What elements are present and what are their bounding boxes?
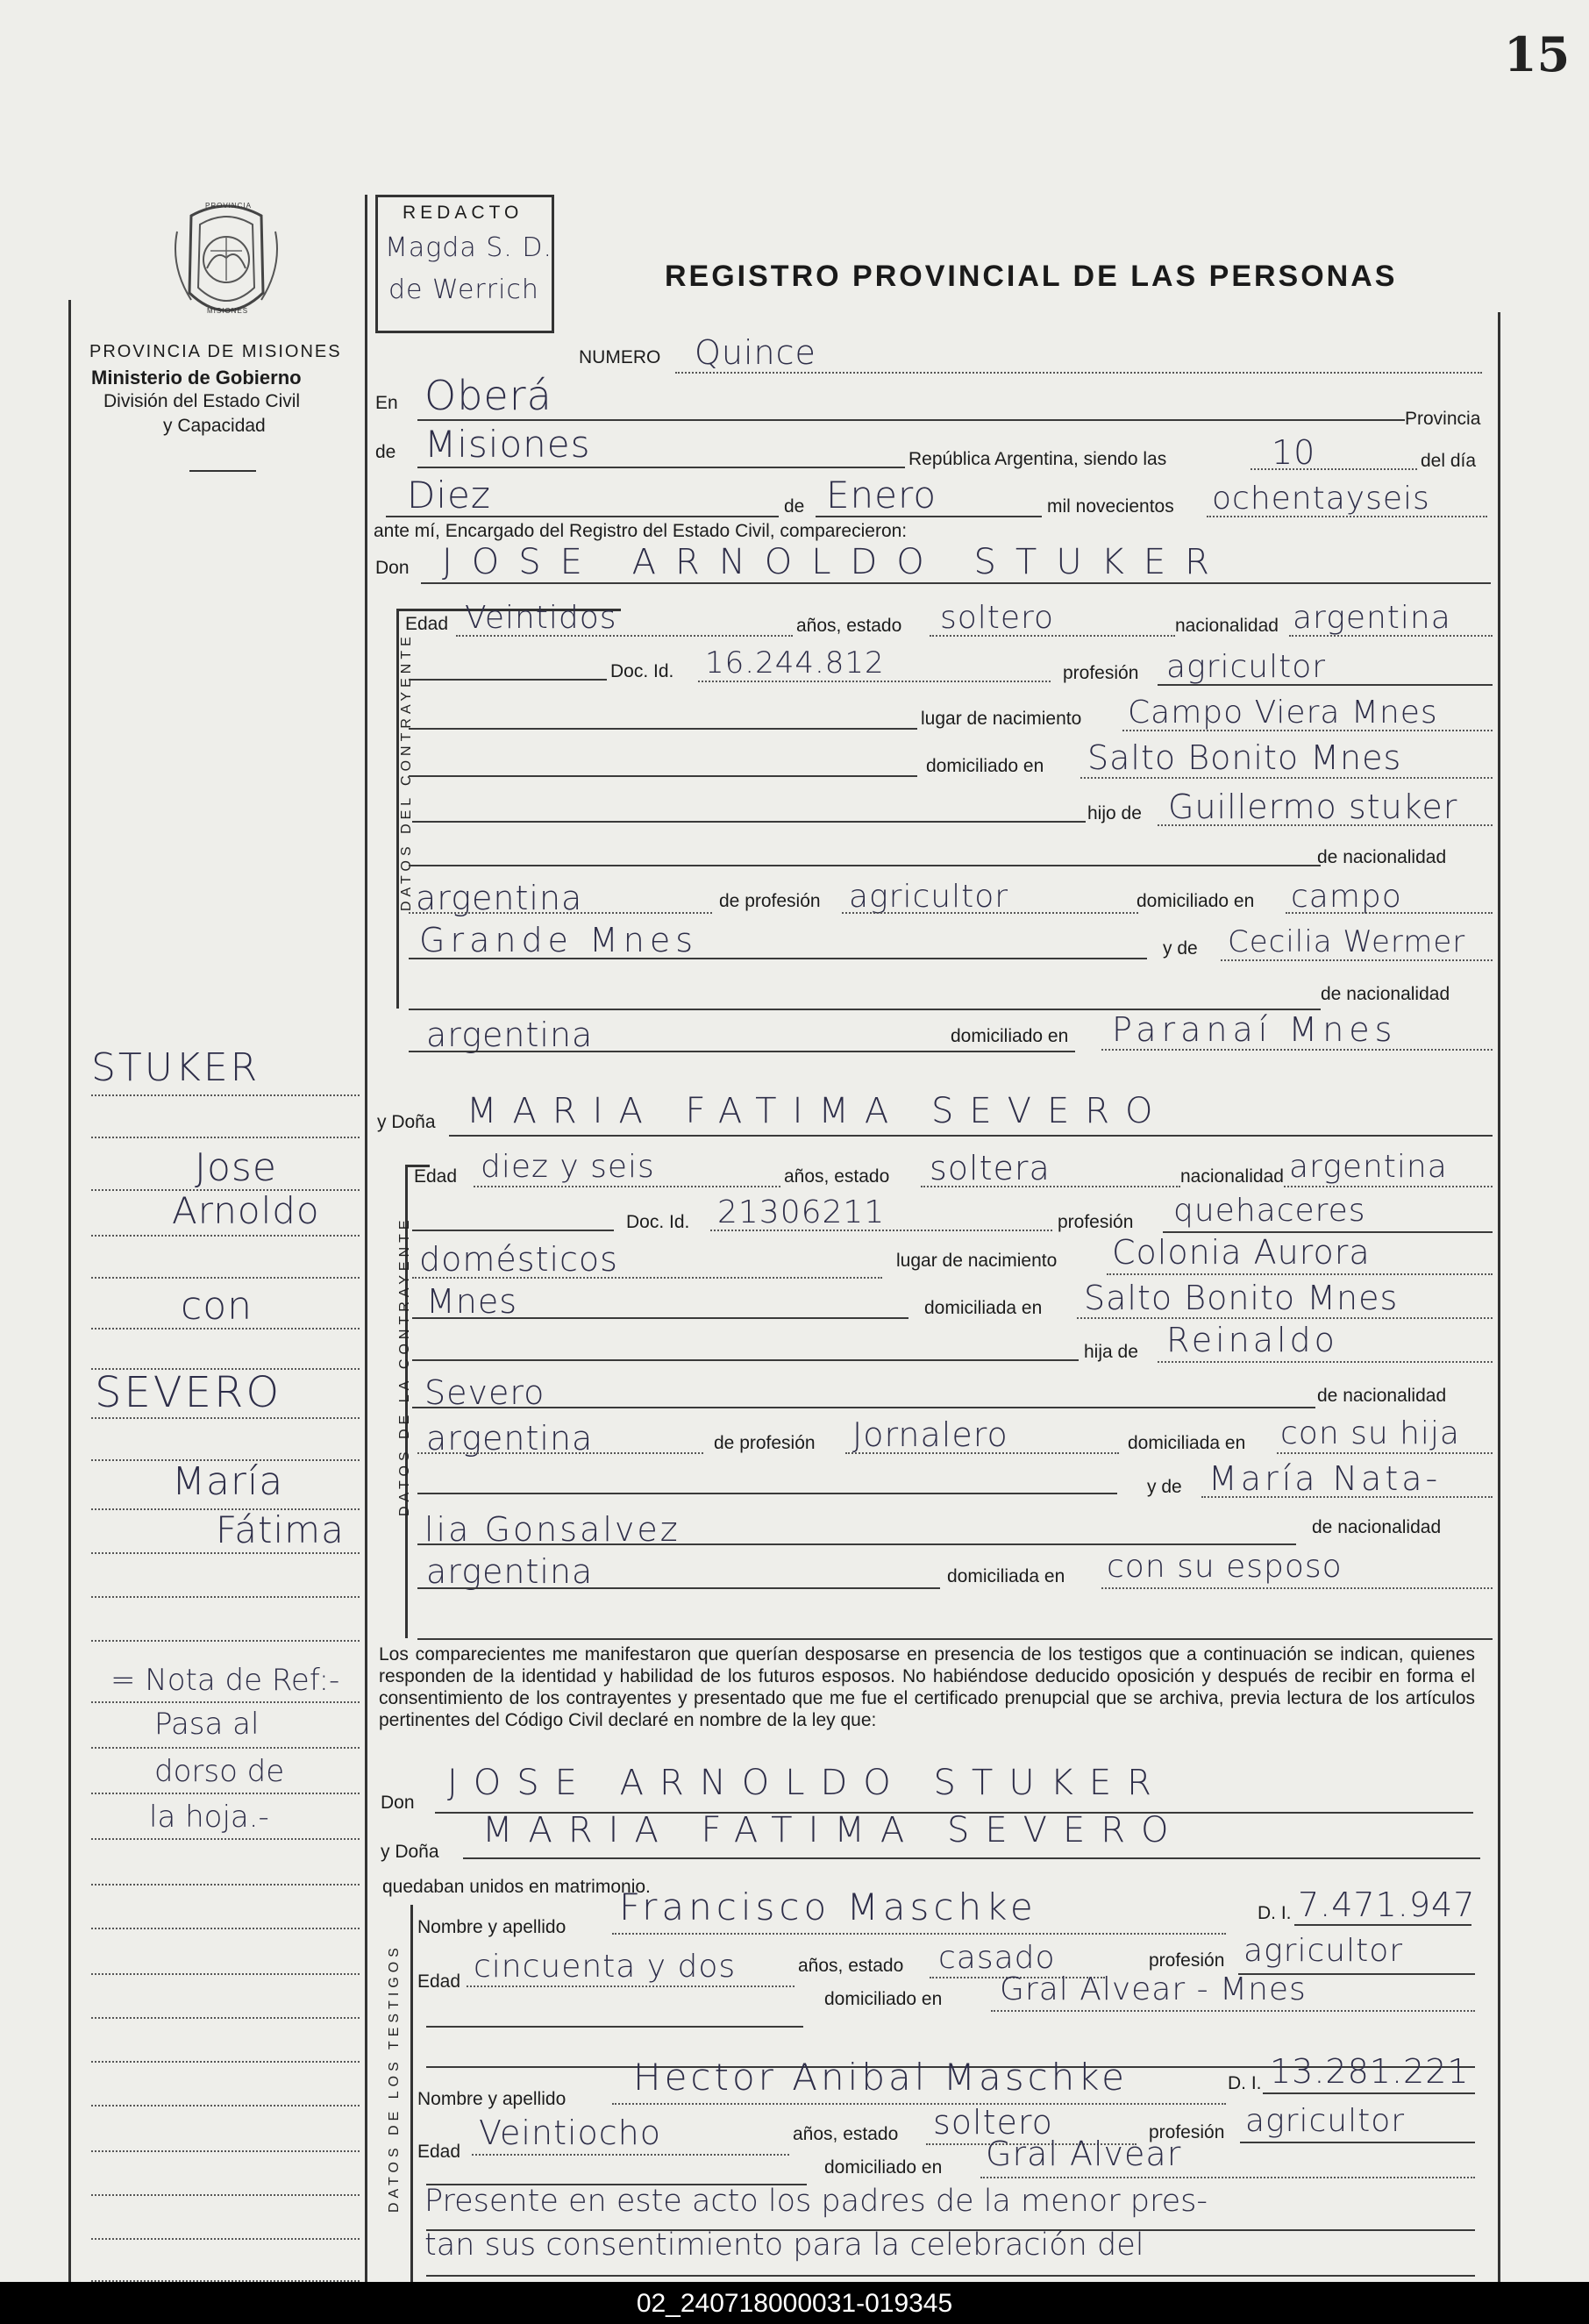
margin-note3: dorso de bbox=[154, 1754, 285, 1789]
w2-name-line bbox=[612, 2103, 1226, 2105]
dona-label: y Doña bbox=[377, 1112, 436, 1132]
bride-birthplace2: Mnes bbox=[426, 1282, 518, 1321]
decl-don-label: Don bbox=[381, 1793, 415, 1813]
bride-name-line bbox=[449, 1135, 1493, 1137]
w1-dom-label: domiciliado en bbox=[824, 1989, 943, 2009]
margin-line-8 bbox=[91, 1417, 360, 1419]
de-label: de bbox=[375, 442, 396, 462]
bride-nac-label3: de nacionalidad bbox=[1312, 1517, 1442, 1537]
margin-given2b: Fátima bbox=[216, 1508, 345, 1551]
margin-line-21 bbox=[91, 2017, 360, 2019]
groom-doc: 16.244.812 bbox=[705, 645, 885, 681]
bride-hija-label: hija de bbox=[1084, 1342, 1138, 1362]
bride-father-nat: argentina bbox=[426, 1419, 594, 1458]
groom-father: Guillermo stuker bbox=[1168, 788, 1458, 826]
margin-line-11 bbox=[91, 1552, 360, 1554]
declaration-paragraph: Los comparecientes me manifestaron que querían desposarse en presencia de los testigos que a continuación se indican, quienes responden de la identidad y habilidad de los futuros esposos. No habiéndose deducido oposición y después de recibir en forma el consentimiento de los contrayentes y presentado que me fue el certificado prenupcial que se archiva, previa lectura de los artículos pertinentes del Código Civil declaré en nombre de la ley que: bbox=[379, 1644, 1475, 1730]
margin-given1a: Jose bbox=[195, 1145, 277, 1190]
w2-di-line bbox=[1263, 2092, 1475, 2094]
bride-doc-pre-line bbox=[412, 1230, 614, 1231]
margin-line-4 bbox=[91, 1235, 360, 1237]
w1-prof-label: profesión bbox=[1149, 1950, 1225, 1971]
witness-note1: Presente en este acto los padres de la menor pres- bbox=[424, 2184, 1208, 2219]
bride-status-line bbox=[921, 1186, 1180, 1187]
bride-nationality: argentina bbox=[1289, 1149, 1448, 1185]
groom-mother-nat-line bbox=[409, 1051, 1075, 1052]
groom-nac-label: nacionalidad bbox=[1175, 616, 1279, 636]
bride-father-dom-line bbox=[1277, 1452, 1493, 1454]
bride-profession2: domésticos bbox=[419, 1240, 618, 1279]
groom-nat-line bbox=[1289, 635, 1493, 637]
groom-birthplace: Campo Viera Mnes bbox=[1128, 695, 1438, 731]
don-label: Don bbox=[375, 558, 410, 578]
margin-line-26 bbox=[91, 2238, 360, 2240]
decl-bride-line bbox=[463, 1857, 1480, 1859]
bride-nac-label: nacionalidad bbox=[1180, 1166, 1284, 1187]
witness-box-left bbox=[410, 1905, 413, 2282]
bride-mother-dom-line bbox=[1101, 1587, 1493, 1589]
groom-birth-pre-line bbox=[409, 728, 917, 730]
margin-line-15 bbox=[91, 1747, 360, 1749]
groom-age: Veintidos bbox=[465, 600, 617, 636]
bride-father-nat-pre-line bbox=[412, 1407, 1315, 1408]
w2-di-label: D. I. bbox=[1228, 2073, 1262, 2093]
margin-surname2: SEVERO bbox=[95, 1368, 282, 1417]
del-dia-label: del día bbox=[1421, 451, 1477, 471]
day-value: Diez bbox=[407, 474, 491, 517]
groom-dom-label3: domiciliado en bbox=[951, 1026, 1069, 1046]
margin-line-18 bbox=[91, 1884, 360, 1886]
bride-mother-nat: argentina bbox=[426, 1552, 594, 1591]
groom-dom-line bbox=[1080, 777, 1493, 779]
mil-label: mil novecientos bbox=[1047, 496, 1174, 517]
groom-hijo-pre-line bbox=[412, 821, 1086, 823]
left-margin-line bbox=[68, 300, 71, 2317]
bride-nat-line bbox=[1284, 1186, 1493, 1187]
groom-father-nat: argentina bbox=[416, 879, 583, 917]
groom-mother-line bbox=[1221, 959, 1493, 961]
w1-di: 7.471.947 bbox=[1298, 1886, 1476, 1924]
bride-father-prof-line bbox=[845, 1452, 1119, 1454]
bride-father-prof: Jornalero bbox=[852, 1415, 1008, 1454]
de-label2: de bbox=[784, 496, 805, 517]
bride-father-nat-line bbox=[417, 1452, 703, 1454]
groom-doc-line bbox=[698, 681, 1051, 682]
margin-line-20 bbox=[91, 1973, 360, 1975]
w2-prof-label: profesión bbox=[1149, 2122, 1225, 2142]
margin-line-24 bbox=[91, 2150, 360, 2152]
w1-name-line bbox=[612, 1933, 1226, 1935]
bride-mother-line bbox=[1201, 1496, 1493, 1498]
w2-dom-label: domiciliado en bbox=[824, 2157, 943, 2178]
bride-prof-label: profesión bbox=[1058, 1212, 1134, 1232]
bride-age: diez y seis bbox=[481, 1149, 655, 1185]
bride-doc-label: Doc. Id. bbox=[626, 1212, 690, 1232]
groom-name: JOSE ARNOLDO STUKER bbox=[442, 542, 1229, 582]
bride-doc: 21306211 bbox=[717, 1194, 886, 1230]
stamp-title: REDACTO bbox=[403, 203, 524, 223]
bride-lugar-label: lugar de nacimiento bbox=[896, 1251, 1058, 1271]
groom-nac-label3: de nacionalidad bbox=[1321, 984, 1450, 1004]
bride-name: MARIA FATIMA SEVERO bbox=[467, 1091, 1169, 1131]
province-label: PROVINCIA DE MISIONES bbox=[89, 342, 342, 361]
w2-name: Hector Anibal Maschke bbox=[633, 2056, 1128, 2099]
margin-given2a: María bbox=[172, 1459, 284, 1504]
w2-age: Veintiocho bbox=[479, 2114, 661, 2152]
numero-line bbox=[675, 372, 1482, 374]
groom-nac-label2: de nacionalidad bbox=[1317, 847, 1447, 867]
en-label: En bbox=[375, 393, 398, 413]
bride-prof2-line bbox=[412, 1277, 882, 1279]
year-value: ochentayseis bbox=[1212, 481, 1430, 517]
stamp-line1: Magda S. D. bbox=[385, 232, 552, 263]
stamp-line2: de Werrich bbox=[388, 274, 539, 305]
numero-value: Quince bbox=[695, 333, 816, 372]
w1-age-line bbox=[467, 1985, 794, 1987]
witness-note2-line bbox=[426, 2275, 1475, 2277]
groom-y-de-label: y de bbox=[1163, 938, 1198, 959]
groom-father-dom2: Grande Mnes bbox=[419, 921, 699, 959]
divider bbox=[189, 470, 256, 472]
margin-line-23 bbox=[91, 2105, 360, 2107]
w1-anos-label: años, estado bbox=[798, 1956, 904, 1976]
w2-age-line bbox=[472, 2154, 789, 2156]
ante-label: ante mí, Encargado del Registro del Estado Civil, comparecieron: bbox=[374, 521, 908, 541]
decl-dona-label: y Doña bbox=[381, 1842, 439, 1862]
redacto-stamp bbox=[375, 195, 554, 333]
groom-mother-nat: argentina bbox=[426, 1016, 594, 1054]
quedaban-label: quedaban unidos en matrimonio. bbox=[382, 1877, 651, 1897]
w1-age: cincuenta y dos bbox=[474, 1949, 737, 1985]
bride-father-line bbox=[1158, 1361, 1493, 1363]
province-line bbox=[417, 467, 905, 468]
w2-prof-line bbox=[1240, 2142, 1475, 2143]
margin-given1b: Arnoldo bbox=[172, 1189, 320, 1232]
w1-di-line bbox=[1294, 1924, 1471, 1926]
w1-name: Francisco Maschke bbox=[619, 1886, 1037, 1928]
groom-father-dom1-line bbox=[1286, 912, 1493, 914]
bride-nac-label2: de nacionalidad bbox=[1317, 1386, 1447, 1406]
groom-dom-label: domiciliado en bbox=[926, 756, 1044, 776]
bride-father2: Severo bbox=[424, 1373, 545, 1412]
month-value: Enero bbox=[826, 474, 937, 517]
groom-age-line bbox=[456, 635, 793, 637]
bride-box-bottom bbox=[417, 1638, 1493, 1640]
bride-mother2: lia Gonsalvez bbox=[424, 1510, 680, 1549]
division-label: División del Estado Civil bbox=[103, 391, 301, 411]
main-left-border bbox=[365, 195, 367, 2317]
bride-father-dom: con su hija bbox=[1280, 1415, 1460, 1451]
bride-dom-line bbox=[1077, 1317, 1493, 1319]
margin-surname1: STUKER bbox=[91, 1045, 260, 1090]
bride-father1: Reinaldo bbox=[1166, 1321, 1338, 1359]
margin-line-22 bbox=[91, 2061, 360, 2063]
margin-con: con bbox=[181, 1284, 253, 1329]
margin-line-12 bbox=[91, 1596, 360, 1598]
w1-dom-pre-line bbox=[426, 2026, 803, 2028]
groom-father-dom1: campo bbox=[1291, 879, 1402, 915]
bride-status: soltera bbox=[930, 1149, 1051, 1187]
groom-mother-dom-line bbox=[1101, 1049, 1493, 1051]
month-line bbox=[816, 516, 1042, 517]
groom-status: soltero bbox=[940, 600, 1055, 636]
groom-profession: agricultor bbox=[1166, 649, 1327, 685]
decl-bride: MARIA FATIMA SEVERO bbox=[482, 1810, 1185, 1850]
bride-y-de-label: y de bbox=[1147, 1477, 1182, 1497]
groom-doc-pre-line bbox=[409, 679, 607, 681]
province-value: Misiones bbox=[424, 423, 591, 466]
margin-line-6 bbox=[91, 1328, 360, 1330]
groom-father-dom2-line bbox=[409, 958, 1147, 959]
w2-dom-line bbox=[980, 2177, 1475, 2178]
city-line bbox=[417, 419, 1405, 421]
w1-dom-line bbox=[991, 2010, 1475, 2012]
w2-profession: agricultor bbox=[1245, 2103, 1406, 2139]
republica-label: República Argentina, siendo las bbox=[909, 449, 1167, 469]
groom-father-prof-line bbox=[842, 912, 1138, 914]
groom-dom-pre-line bbox=[409, 775, 917, 777]
groom-section-label: DATOS DEL CONTRAYENTE bbox=[399, 632, 414, 911]
groom-father-line bbox=[1158, 824, 1493, 826]
bride-anos-label: años, estado bbox=[784, 1166, 890, 1187]
footer-bar bbox=[0, 2282, 1589, 2324]
margin-note1: = Nota de Ref:- bbox=[110, 1663, 340, 1698]
groom-birth-line bbox=[1122, 730, 1493, 731]
ministry-label: Ministerio de Gobierno bbox=[91, 367, 302, 389]
page-number: 15 bbox=[1504, 26, 1571, 82]
margin-line-2 bbox=[91, 1137, 360, 1138]
w2-nombre-label: Nombre y apellido bbox=[417, 2089, 566, 2109]
bride-dom-label3: domiciliada en bbox=[947, 1566, 1065, 1586]
groom-father-prof: agricultor bbox=[849, 879, 1009, 915]
groom-edad-label: Edad bbox=[405, 614, 449, 634]
bride-section-label: DATOS DE LA CONTRAYENTE bbox=[397, 1215, 412, 1516]
witness-section-label: DATOS DE LOS TESTIGOS bbox=[387, 1943, 402, 2213]
witness-note2: tan sus consentimiento para la celebración del bbox=[424, 2228, 1144, 2263]
bride-profession1: quehaceres bbox=[1173, 1193, 1366, 1229]
bride-mother-nat-line bbox=[417, 1587, 940, 1589]
bride-mother-dom: con su esposo bbox=[1107, 1549, 1343, 1585]
w1-di-label: D. I. bbox=[1258, 1903, 1292, 1923]
margin-line-25 bbox=[91, 2194, 360, 2196]
groom-status-line bbox=[930, 635, 1175, 637]
day-line bbox=[386, 516, 779, 517]
bride-birth-line bbox=[1107, 1273, 1493, 1275]
main-right-border bbox=[1498, 312, 1500, 2303]
w2-anos-label: años, estado bbox=[793, 2124, 899, 2144]
bride-birthplace1: Colonia Aurora bbox=[1112, 1233, 1371, 1272]
bride-dom-label: domiciliada en bbox=[924, 1298, 1043, 1318]
year-line bbox=[1207, 516, 1487, 517]
w2-domicile: Gral Alvear bbox=[986, 2135, 1182, 2173]
margin-line-17 bbox=[91, 1838, 360, 1840]
groom-father-nat-line bbox=[409, 912, 712, 914]
groom-hijo-label: hijo de bbox=[1087, 803, 1142, 823]
groom-name-line bbox=[421, 582, 1491, 584]
decl-groom: JOSE ARNOLDO STUKER bbox=[447, 1763, 1167, 1803]
w1-domicile: Gral Alvear - Mnes bbox=[1000, 1971, 1307, 2007]
bride-age-line bbox=[474, 1186, 780, 1187]
margin-line-13 bbox=[91, 1640, 360, 1642]
margin-line-19 bbox=[91, 1928, 360, 1929]
groom-nationality: argentina bbox=[1293, 600, 1451, 636]
bride-dom-label2: domiciliada en bbox=[1128, 1433, 1246, 1453]
margin-line-5 bbox=[91, 1277, 360, 1279]
w1-nombre-label: Nombre y apellido bbox=[417, 1917, 566, 1937]
margin-line-14 bbox=[91, 1701, 360, 1703]
seal-top-text: PROVINCIA bbox=[205, 202, 253, 210]
groom-domicile: Salto Bonito Mnes bbox=[1087, 738, 1402, 777]
bride-mother-pre-line bbox=[417, 1493, 1117, 1494]
province-seal bbox=[165, 196, 288, 328]
hour-line bbox=[1251, 468, 1417, 470]
groom-father-nat-pre-line bbox=[409, 865, 1321, 866]
bride-mother-nat-pre-line bbox=[417, 1543, 1296, 1545]
groom-anos-label: años, estado bbox=[796, 616, 902, 636]
groom-doc-label: Doc. Id. bbox=[610, 661, 674, 681]
bride-hija-pre-line bbox=[412, 1359, 1079, 1361]
bride-mother1: María Nata- bbox=[1208, 1459, 1442, 1498]
w1-status: casado bbox=[938, 1940, 1056, 1976]
bride-doc-line bbox=[710, 1230, 1052, 1231]
w2-edad-label: Edad bbox=[417, 2142, 461, 2162]
bride-birth2-line bbox=[412, 1317, 909, 1319]
w1-edad-label: Edad bbox=[417, 1971, 461, 1992]
groom-dom-label2: domiciliado en bbox=[1137, 891, 1255, 911]
hour-value: 10 bbox=[1272, 433, 1316, 472]
seal-bottom-text: MISIONES bbox=[207, 307, 249, 315]
margin-line-16 bbox=[91, 1793, 360, 1794]
footer-id: 02_240718000031-019345 bbox=[636, 2289, 953, 2318]
capacity-label: y Capacidad bbox=[163, 416, 266, 436]
margin-note2: Pasa al bbox=[154, 1707, 260, 1742]
bride-domicile: Salto Bonito Mnes bbox=[1084, 1279, 1399, 1317]
bride-edad-label: Edad bbox=[414, 1166, 458, 1187]
w2-di: 13.281.221 bbox=[1270, 2052, 1470, 2091]
numero-label: NUMERO bbox=[579, 347, 661, 367]
bride-de-prof-label: de profesión bbox=[714, 1433, 816, 1453]
city-value: Oberá bbox=[424, 372, 552, 419]
groom-prof-line bbox=[1158, 684, 1493, 686]
groom-de-prof-label: de profesión bbox=[719, 891, 821, 911]
main-title: REGISTRO PROVINCIAL DE LAS PERSONAS bbox=[665, 260, 1398, 293]
margin-line-1 bbox=[91, 1094, 360, 1096]
groom-mother-dom: Paranaí Mnes bbox=[1112, 1010, 1398, 1049]
groom-lugar-label: lugar de nacimiento bbox=[921, 709, 1082, 729]
w2-status: soltero bbox=[933, 2103, 1053, 2142]
margin-note4: la hoja.- bbox=[149, 1800, 269, 1835]
w1-profession: agricultor bbox=[1243, 1933, 1404, 1969]
provincia-label: Provincia bbox=[1405, 409, 1481, 429]
groom-prof-label: profesión bbox=[1063, 663, 1139, 683]
groom-mother: Cecilia Wermer bbox=[1228, 924, 1466, 959]
